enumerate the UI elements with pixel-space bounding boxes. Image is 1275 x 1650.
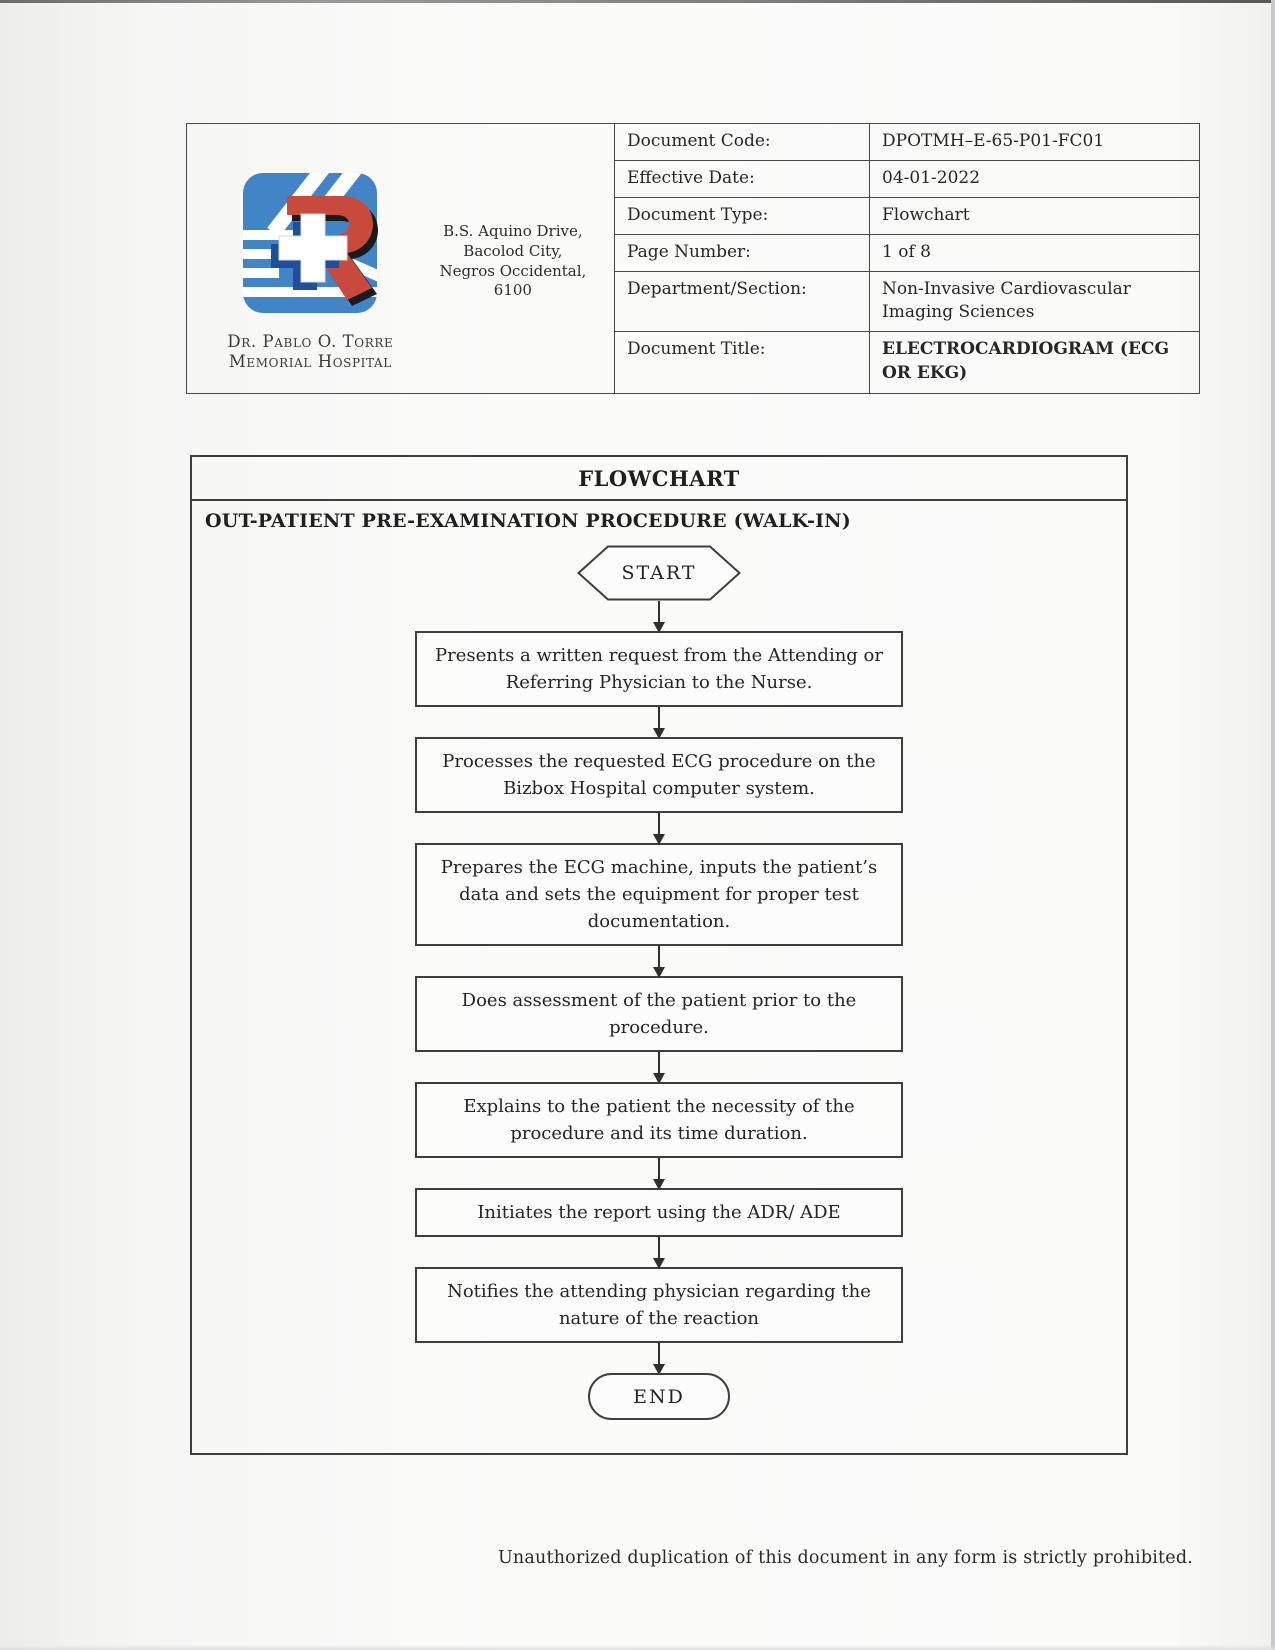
footer-confidentiality-note: Unauthorized duplication of this document in any form is strictly prohibited. [497, 1548, 1193, 1568]
field-value-document-type: Flowchart [870, 198, 1200, 235]
scan-edge-right [1271, 0, 1275, 1650]
field-label-page-number: Page Number: [615, 234, 870, 271]
hospital-identity-cell [187, 124, 615, 394]
start-label: START [621, 562, 697, 584]
flow-step-4: Does assessment of the patient prior to the procedure. [415, 976, 903, 1052]
flow-step-2: Processes the requested ECG procedure on the Bizbox Hospital computer system. [415, 737, 903, 813]
hospital-name-line1: Dr. Pablo O. Torre [227, 331, 394, 351]
flow-arrow-icon [658, 946, 660, 976]
flow-arrow-icon [658, 707, 660, 737]
hospital-name-line2: Memorial Hospital [228, 352, 392, 372]
address-line: Bacolod City, [463, 241, 563, 260]
hospital-logo-icon [235, 168, 385, 318]
flowchart-title: FLOWCHART [192, 457, 1126, 501]
field-value-page-number: 1 of 8 [870, 234, 1200, 271]
field-value-department-section: Non-Invasive Cardiovascular Imaging Sciences [870, 271, 1200, 332]
field-value-effective-date: 04-01-2022 [870, 161, 1200, 198]
end-terminator [588, 1373, 730, 1420]
field-label-document-code: Document Code: [615, 124, 870, 161]
field-label-effective-date: Effective Date: [615, 161, 870, 198]
field-label-document-type: Document Type: [615, 198, 870, 235]
flow-arrow-icon [658, 601, 660, 631]
flowchart-panel [190, 455, 1128, 1455]
field-value-document-code: DPOTMH–E-65-P01-FC01 [870, 124, 1200, 161]
flow-step-5: Explains to the patient the necessity of the procedure and its time duration. [415, 1082, 903, 1158]
address-line: 6100 [493, 281, 532, 300]
flow-arrow-icon [658, 1158, 660, 1188]
address-line: Negros Occidental, [439, 261, 587, 280]
flow-arrow-icon [658, 1237, 660, 1267]
field-label-department-section: Department/Section: [615, 271, 870, 332]
flow-arrow-icon [658, 1343, 660, 1373]
document-header-table [186, 123, 1200, 394]
start-terminator [577, 545, 741, 601]
scan-edge-bottom [0, 1645, 1275, 1650]
flowchart-subtitle: OUT-PATIENT PRE-EXAMINATION PROCEDURE (WALK-IN) [205, 510, 851, 532]
end-label: END [633, 1385, 685, 1408]
scan-edge-top [0, 0, 1275, 3]
flow-step-1: Presents a written request from the Attending or Referring Physician to the Nurse. [415, 631, 903, 707]
flow-arrow-icon [658, 813, 660, 843]
hospital-logo [235, 168, 385, 326]
flow-arrow-icon [658, 1052, 660, 1082]
flow-step-3: Prepares the ECG machine, inputs the patient’s data and sets the equipment for proper test documentation. [415, 843, 903, 946]
hospital-address [422, 222, 604, 301]
field-value-document-title: ELECTROCARDIOGRAM (ECG OR EKG) [870, 332, 1200, 394]
hospital-name [227, 332, 393, 373]
flow-step-7: Notifies the attending physician regarding the nature of the reaction [415, 1267, 903, 1343]
flow-step-6: Initiates the report using the ADR/ ADE [415, 1188, 903, 1237]
field-label-document-title: Document Title: [615, 332, 870, 394]
address-line: B.S. Aquino Drive, [443, 222, 583, 240]
